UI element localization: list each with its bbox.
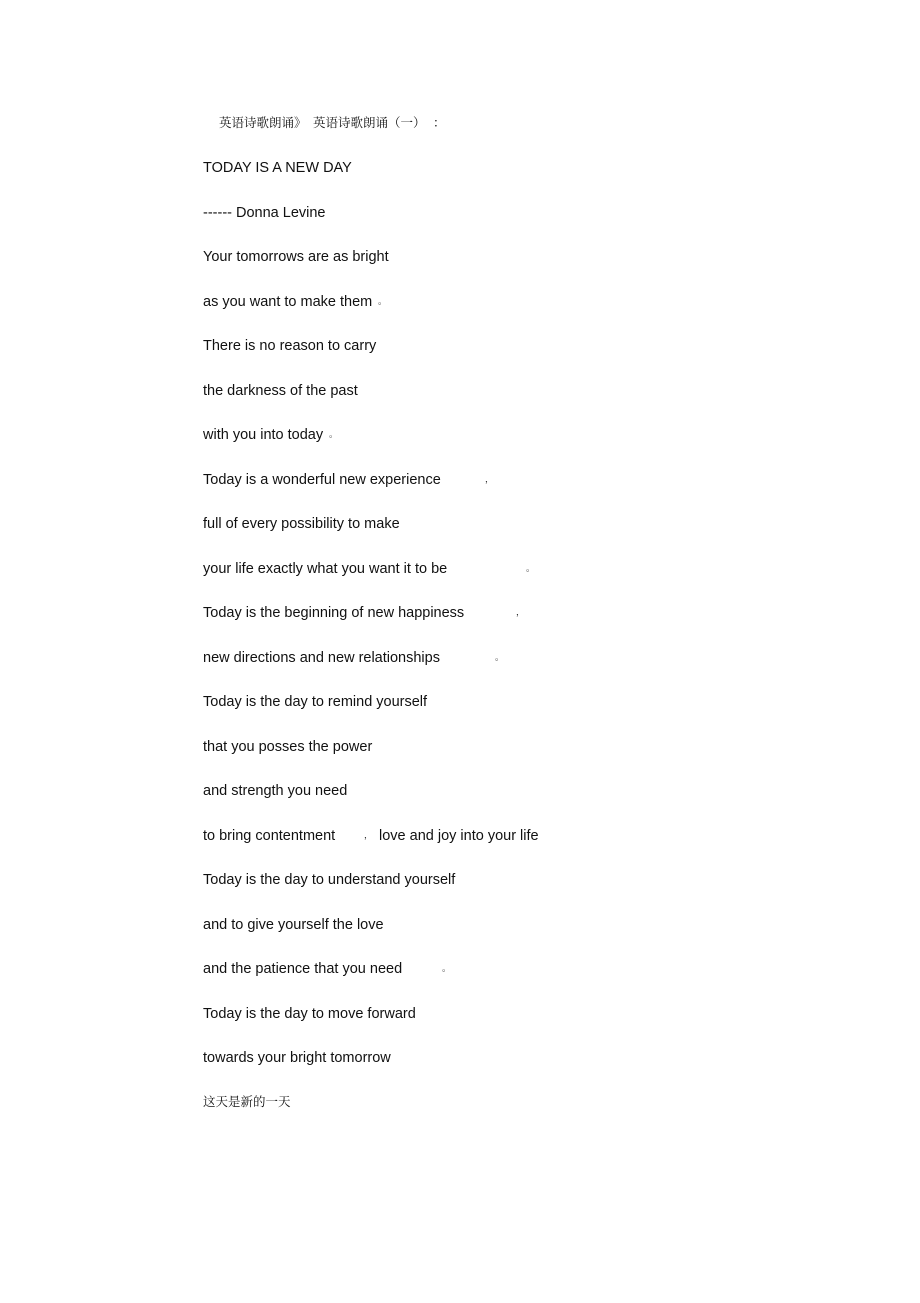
chinese-title: 这天是新的一天 [203,1094,291,1109]
poem-title: TODAY IS A NEW DAY [203,160,352,176]
punct-period: 。 [329,430,339,440]
header-subtitle: 英语诗歌朗诵（一） [313,115,426,130]
punct-comma: ， [516,608,526,618]
poem-line: new directions and new relationships [203,650,440,666]
punct-period: 。 [526,564,536,574]
poem-line: your life exactly what you want it to be [203,561,448,577]
punct-period: 。 [378,297,388,307]
poem-line: with you into today [203,427,324,443]
poem-line-continuation: love and joy into your life [379,828,539,844]
poem-line: to bring contentment [203,828,336,844]
poem-line: and to give yourself the love [203,917,384,933]
poem-line: towards your bright tomorrow [203,1050,391,1066]
poem-line: Today is the beginning of new happiness [203,605,465,621]
poem-line: Today is a wonderful new experience [203,472,441,488]
poem-line: and the patience that you need [203,961,403,977]
punct-comma: ， [364,831,374,841]
poem-line: the darkness of the past [203,383,358,399]
poem-line: full of every possibility to make [203,516,400,532]
poem-line: that you posses the power [203,739,373,755]
punct-period: 。 [442,964,452,974]
poem-line: Today is the day to move forward [203,1006,416,1022]
poem-line: Today is the day to remind yourself [203,694,428,710]
poem-line: and strength you need [203,783,348,799]
header-colon: ： [433,115,446,130]
poem-author: ------ Donna Levine [203,205,326,221]
poem-line: as you want to make them [203,294,373,310]
poem-line: There is no reason to carry [203,338,377,354]
punct-comma: ， [485,475,495,485]
header-title: 英语诗歌朗诵》 [219,115,307,130]
punct-period: 。 [495,653,505,663]
poem-line: Your tomorrows are as bright [203,249,389,265]
poem-line: Today is the day to understand yourself [203,872,456,888]
